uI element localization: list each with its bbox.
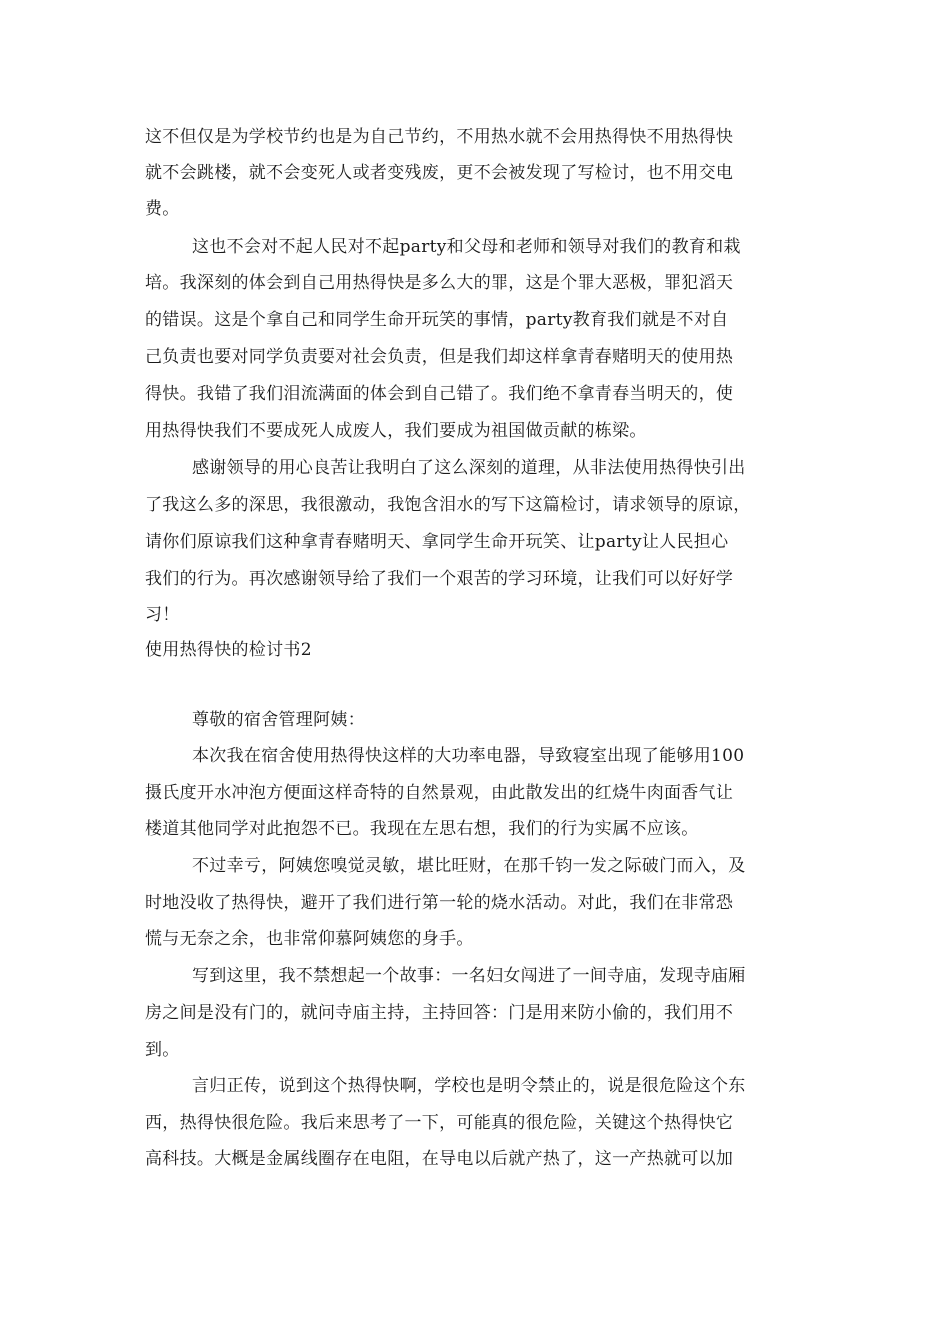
text-line: 楼道其他同学对此抱怨不已。我现在左思右想，我们的行为实属不应该。 bbox=[145, 819, 699, 839]
text-line: 就不会跳楼，就不会变死人或者变残废，更不会被发现了写检讨，也不用交电 bbox=[145, 163, 734, 183]
text-line: 房之间是没有门的，就问寺庙主持，主持回答：门是用来防小偷的，我们用不 bbox=[145, 1003, 734, 1023]
text-line: 这不但仅是为学校节约也是为自己节约，不用热水就不会用热得快不用热得快 bbox=[145, 127, 734, 147]
text-line: 摄氏度开水冲泡方便面这样奇特的自然景观，由此散发出的红烧牛肉面香气让 bbox=[145, 783, 734, 803]
text-line: 我们的行为。再次感谢领导给了我们一个艰苦的学习环境，让我们可以好好学 bbox=[145, 569, 734, 589]
section-title: 使用热得快的检讨书2 bbox=[145, 640, 312, 660]
text-line: 到。 bbox=[145, 1040, 180, 1060]
text-line: 费。 bbox=[145, 199, 180, 219]
text-line: 己负责也要对同学负责要对社会负责，但是我们却这样拿青春赌明天的使用热 bbox=[145, 347, 734, 367]
text-line: 用热得快我们不要成死人成废人，我们要成为祖国做贡献的栋梁。 bbox=[145, 421, 647, 441]
text-line: 本次我在宿舍使用热得快这样的大功率电器，导致寝室出现了能够用100 bbox=[192, 746, 745, 766]
text-line: 时地没收了热得快，避开了我们进行第一轮的烧水活动。对此，我们在非常恐 bbox=[145, 893, 734, 913]
text-line: 了我这么多的深思，我很激动，我饱含泪水的写下这篇检讨，请求领导的原谅， bbox=[145, 495, 751, 515]
text-line: 言归正传，说到这个热得快啊，学校也是明令禁止的，说是很危险这个东 bbox=[192, 1076, 746, 1096]
text-line: 西，热得快很危险。我后来思考了一下，可能真的很危险，关键这个热得快它 bbox=[145, 1113, 734, 1133]
text-line: 不过幸亏，阿姨您嗅觉灵敏，堪比旺财，在那千钧一发之际破门而入，及 bbox=[192, 856, 746, 876]
text-line: 的错误。这是个拿自己和同学生命开玩笑的事情，party教育我们就是不对自 bbox=[145, 310, 729, 330]
salutation: 尊敬的宿舍管理阿姨： bbox=[192, 710, 365, 730]
text-line: 习！ bbox=[145, 605, 180, 625]
text-line: 这也不会对不起人民对不起party和父母和老师和领导对我们的教育和栽 bbox=[192, 237, 741, 257]
text-line: 请你们原谅我们这种拿青春赌明天、拿同学生命开玩笑、让party让人民担心 bbox=[145, 532, 729, 552]
text-line: 培。我深刻的体会到自己用热得快是多么大的罪，这是个罪大恶极，罪犯滔天 bbox=[145, 273, 734, 293]
text-line: 写到这里，我不禁想起一个故事：一名妇女闯进了一间寺庙，发现寺庙厢 bbox=[192, 966, 746, 986]
text-line: 感谢领导的用心良苦让我明白了这么深刻的道理，从非法使用热得快引出 bbox=[192, 458, 746, 478]
text-line: 高科技。大概是金属线圈存在电阻，在导电以后就产热了，这一产热就可以加 bbox=[145, 1149, 734, 1169]
text-line: 得快。我错了我们泪流满面的体会到自己错了。我们绝不拿青春当明天的，使 bbox=[145, 384, 734, 404]
text-line: 慌与无奈之余，也非常仰慕阿姨您的身手。 bbox=[145, 929, 474, 949]
